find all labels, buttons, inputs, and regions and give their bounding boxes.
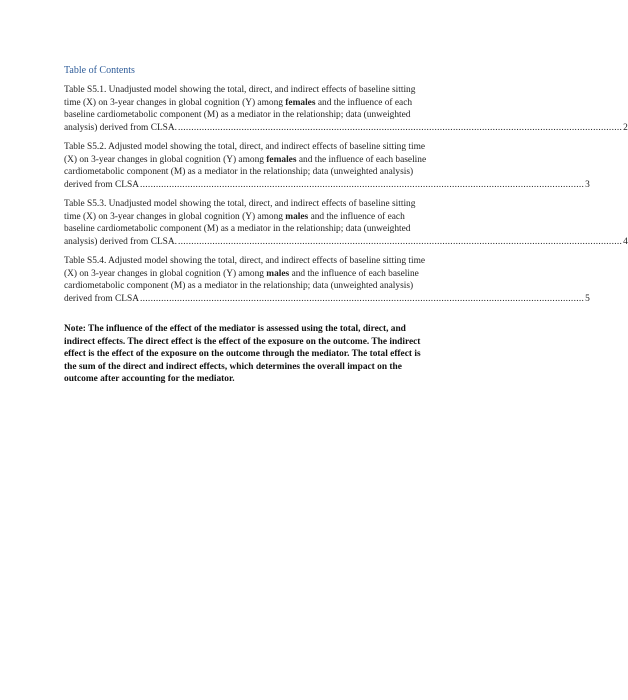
- toc-entry-line: baseline cardiometabolic component (M) as a mediator in the relationship; data (unweighted: [64, 224, 411, 235]
- toc-entry-line: analysis) derived from CLSA. ........................................................................................................................................................................ 2: [64, 122, 628, 133]
- toc-entry-line: Table S5.1. Unadjusted model showing the total, direct, and indirect effects of baseline sitting: [64, 85, 416, 95]
- toc-page-number: 3: [585, 179, 590, 190]
- toc-entry-sex: males: [266, 268, 290, 279]
- mediator-note: [64, 323, 484, 386]
- toc-entry-line: baseline cardiometabolic component (M) as a mediator in the relationship; data (unweighted: [64, 110, 411, 121]
- toc-page-number: 5: [585, 293, 590, 304]
- toc-entry-line: time (X) on 3-year changes in global cognition (Y) among males and the influence of each: [64, 211, 405, 222]
- note-line: indirect effects. The direct effect is the effect of the exposure on the outcome. The indirect: [64, 336, 421, 347]
- toc-entry-line: cardiometabolic component (M) as a mediator in the relationship; data (unweighted analysis): [64, 281, 414, 292]
- toc-leader-dots: ........................................................................................................................................................................: [140, 179, 585, 190]
- toc-leader-dots: ........................................................................................................................................................................: [140, 293, 585, 304]
- toc-entry-line: Table S5.3. Unadjusted model showing the total, direct, and indirect effects of baseline sitting: [64, 199, 416, 209]
- note-line: Note: The influence of the effect of the mediator is assessed using the total, direct, and: [64, 324, 406, 334]
- toc-entry-s5-3[interactable]: [64, 198, 628, 248]
- toc-entry-s5-1[interactable]: [64, 84, 628, 134]
- toc-leader-dots: ........................................................................................................................................................................: [178, 236, 623, 247]
- toc-entry-line: cardiometabolic component (M) as a mediator in the relationship; data (unweighted analysis): [64, 167, 414, 178]
- toc-entry-sex: males: [285, 211, 309, 222]
- note-line: outcome after accounting for the mediator.: [64, 374, 235, 385]
- toc-entry-sex: females: [266, 154, 297, 165]
- toc-entry-line: time (X) on 3-year changes in global cognition (Y) among females and the influence of each: [64, 97, 413, 108]
- toc-entry-s5-4[interactable]: [64, 255, 590, 305]
- toc-entry-line: (X) on 3-year changes in global cognition (Y) among males and the influence of each baseline: [64, 268, 419, 279]
- toc-entry-sex: females: [285, 97, 316, 108]
- toc-entry-line: Table S5.4. Adjusted model showing the total, direct, and indirect effects of baseline sitting time: [64, 256, 426, 266]
- toc-page-number: 2: [623, 122, 628, 133]
- toc-entry-s5-2[interactable]: [64, 141, 590, 191]
- toc-entry-line: derived from CLSA ........................................................................................................................................................................ 5: [64, 293, 590, 304]
- note-line: the sum of the direct and indirect effects, which determines the overall impact on the: [64, 361, 402, 372]
- toc-page-number: 4: [623, 236, 628, 247]
- toc-heading: Table of Contents: [64, 65, 135, 76]
- toc-entry-line: analysis) derived from CLSA. ........................................................................................................................................................................ 4: [64, 236, 628, 247]
- toc-entry-line: Table S5.2. Adjusted model showing the total, direct, and indirect effects of baseline sitting time: [64, 142, 426, 152]
- toc-entry-line: (X) on 3-year changes in global cognition (Y) among females and the influence of each baseline: [64, 154, 427, 165]
- note-line: effect is the effect of the exposure on the outcome through the mediator. The total effect is: [64, 349, 421, 360]
- toc-leader-dots: ........................................................................................................................................................................: [178, 122, 623, 133]
- toc-entry-line: derived from CLSA ........................................................................................................................................................................ 3: [64, 179, 590, 190]
